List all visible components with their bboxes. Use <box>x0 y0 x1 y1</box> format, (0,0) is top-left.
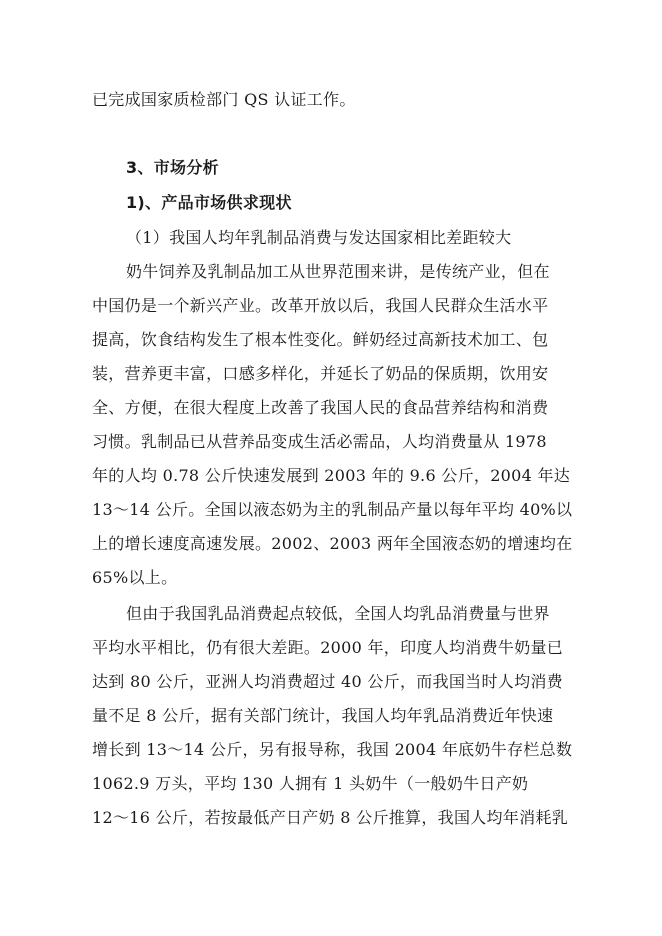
paragraph2-line: 达到 80 公斤，亚洲人均消费超过 40 公斤，而我国当时人均消费 <box>92 672 563 691</box>
paragraph1-line: 13～14 公斤。全国以液态奶为主的乳制品产量以每年平均 40%以 <box>92 500 573 519</box>
paragraph1-line: 中国仍是一个新兴产业。改革开放以后，我国人民群众生活水平 <box>92 296 549 315</box>
paragraph1-line: 奶牛饲养及乳制品加工从世界范围来讲，是传统产业，但在 <box>126 262 550 281</box>
paragraph1-line: 习惯。乳制品已从营养品变成生活必需品，人均消费量从 1978 <box>92 432 547 451</box>
paragraph2-line: 但由于我国乳品消费起点较低，全国人均乳品消费量与世界 <box>126 604 550 623</box>
paragraph1-line: 全、方便，在很大程度上改善了我国人民的食品营养结构和消费 <box>92 398 549 417</box>
paragraph1-line: 装，营养更丰富，口感多样化，并延长了奶品的保质期，饮用安 <box>92 364 549 383</box>
paragraph2-line: 量不足 8 公斤，据有关部门统计，我国人均年乳品消费近年快速 <box>92 706 554 725</box>
paragraph1-line: 65%以上。 <box>92 568 178 587</box>
paragraph2-line: 12～16 公斤，若按最低产日产奶 8 公斤推算，我国人均年消耗乳 <box>92 808 569 827</box>
paragraph2-line: 增长到 13～14 公斤，另有报导称，我国 2004 年底奶牛存栏总数 <box>92 740 573 759</box>
paragraph2-line: 1062.9 万头，平均 130 人拥有 1 头奶牛（一般奶牛日产奶 <box>92 774 529 793</box>
intro-line: 已完成国家质检部门 QS 认证工作。 <box>92 90 356 109</box>
subsection-heading: 1)、产品市场供求现状 <box>126 193 292 212</box>
paragraph1-line: 年的人均 0.78 公斤快速发展到 2003 年的 9.6 公斤，2004 年达 <box>92 466 571 485</box>
paragraph1-line: 上的增长速度高速发展。2002、2003 两年全国液态奶的增速均在 <box>92 534 573 553</box>
paragraph1-line: 提高，饮食结构发生了根本性变化。鲜奶经过高新技术加工、包 <box>92 330 549 349</box>
section-heading: 3、市场分析 <box>126 158 219 177</box>
item-heading: （1）我国人均年乳制品消费与发达国家相比差距较大 <box>126 228 512 247</box>
paragraph2-line: 平均水平相比，仍有很大差距。2000 年，印度人均消费牛奶量已 <box>92 638 564 657</box>
